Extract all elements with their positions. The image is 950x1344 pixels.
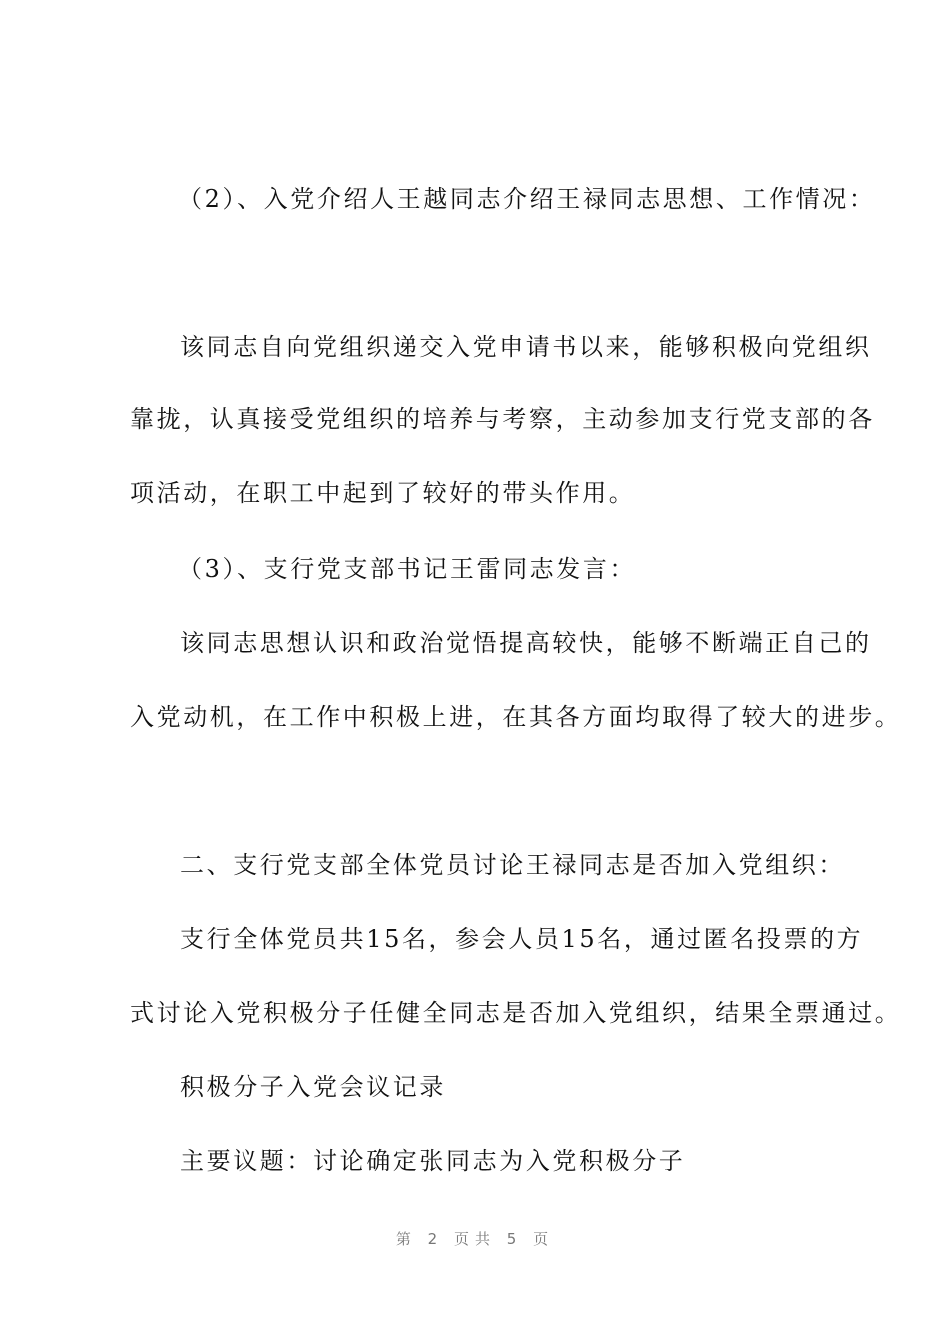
paragraph-line: 靠拢，认真接受党组织的培养与考察，主动参加支行党支部的各 — [130, 405, 875, 433]
paragraph-line: 项活动，在职工中起到了较好的带头作用。 — [130, 479, 636, 507]
paragraph-line: 该同志自向党组织递交入党申请书以来，能够积极向党组织 — [180, 333, 872, 361]
paragraph-line: 支行全体党员共15名，参会人员15名，通过匿名投票的方 — [180, 925, 864, 953]
paragraph-line: 该同志思想认识和政治觉悟提高较快，能够不断端正自己的 — [180, 629, 872, 657]
paragraph-line: 式讨论入党积极分子任健全同志是否加入党组织，结果全票通过。 — [130, 999, 902, 1027]
paragraph-line: 入党动机，在工作中积极上进，在其各方面均取得了较大的进步。 — [130, 703, 902, 731]
page-number-footer: 第 2 页共 5 页 — [395, 1230, 555, 1248]
document-title: 积极分子入党会议记录 — [180, 1073, 446, 1101]
paragraph-line: （3）、支行党支部书记王雷同志发言： — [178, 555, 637, 583]
section-heading: 二、支行党支部全体党员讨论王禄同志是否加入党组织： — [180, 851, 845, 879]
agenda-line: 主要议题：讨论确定张同志为入党积极分子 — [180, 1147, 686, 1175]
paragraph-line: （2）、入党介绍人王越同志介绍王禄同志思想、工作情况： — [178, 185, 876, 213]
